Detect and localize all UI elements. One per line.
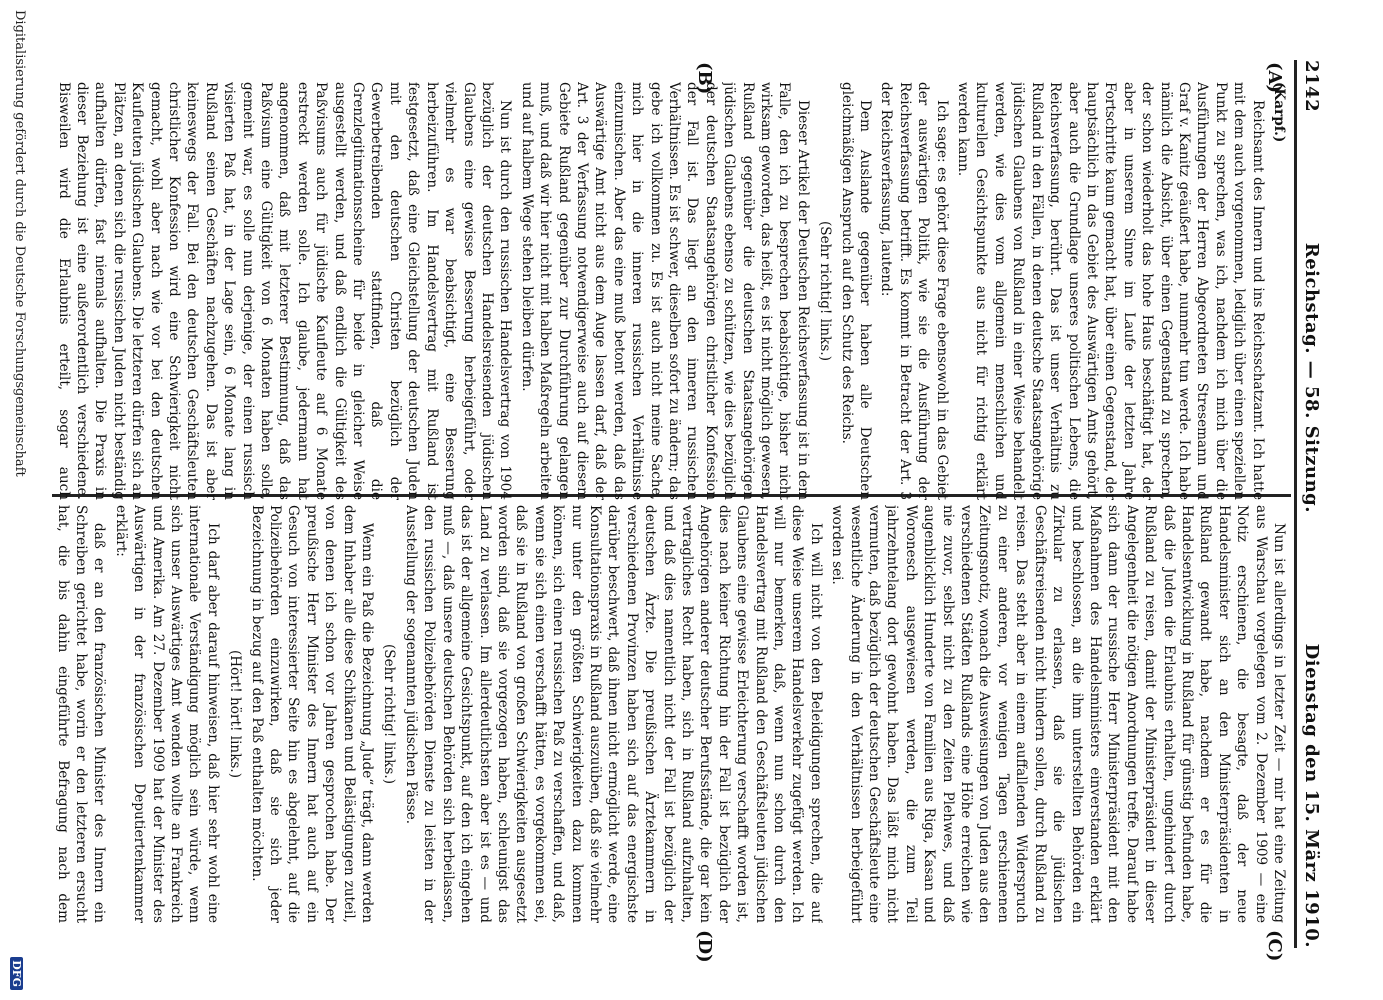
paragraph: Dieser Artikel der Deutschen Reichsverfassung ist in dem Falle, den ich zu besprechen beabsichtige, bisher nicht wirksam geworden, das heißt, es ist nicht möglich gewesen, Rußland gegenüber die deutschen Staatsangehörigen jüdischen Glaubens ebenso zu schützen, wie dies bezüglich der deutschen Staatsangehörigen christlicher Konfession der Fall ist. Das liegt an den inneren russischen Verhältnissen. Es ist schwer, dieselben sofort zu ändern; das gebe ich vollkommen zu. Es ist auch nicht meine Sache, mich hier in die inneren russischen Verhältnisse einzumischen. Aber das eine muß betont werden, daß das Auswärtige Amt nicht aus dem Auge lassen darf, daß der Art. 3 der Verfassung notwendigerweise auch auf diesem Gebiete Rußland gegenüber zur Durchführung gelangen muß, und daß wir hier nicht mit halben Maßregeln arbeiten und auf halbem Wege stehen bleiben dürfen. xyxy=(518,82,811,500)
page-title: Reichstag. — 58. Sitzung. xyxy=(1301,242,1323,514)
paragraph: daß er an den französischen Minister des Innern ein Schreiben gerichtet habe, worin er den letzteren ersucht hat, die bis dahin eingeführte Befragung nach dem xyxy=(55,505,108,923)
paragraph: Dem Auslande gegenüber haben alle Deutschen gleichmäßigen Anspruch auf den Schutz des Reichs. xyxy=(838,82,874,500)
interjection: (Sehr richtig! links.) xyxy=(817,220,834,362)
speaker-name: (Karpf.) xyxy=(1271,82,1287,143)
paragraph: Nun ist allerdings in letzter Zeit — mir hat eine Zeitung aus Warschau vorgelegen vom 2. Dezember 1909 — eine Notiz erschienen, die besagte, daß der neue Handelsminister sich an den Ministerpräsidenten in Rußland gewandt habe, nachdem er es für die Handelsentwicklung in Rußland für günstig befunden habe, daß die Juden die Erlaubnis erhalten, ungehindert durch Rußland zu reisen, damit der Ministerpräsident in dieser Angelegenheit die nötigen Anordnungen treffe. Darauf habe sich dann der russische Herr Ministerpräsident mit den Maßnahmen des Handelsministers einverstanden erklärt und beschlossen, an die ihm unterstellten Behörden ein Zirkular zu erlassen, daß sie die jüdischen Geschäftsreisenden nicht hindern sollen, durch Rußland zu reisen. Das steht aber in einem auffallenden Widerspruch zu einer anderen, vor wenigen Tagen erschienenen Zeitungsnotiz, wonach die Ausweisungen von Juden aus den verschiedenen Städten Rußlands eine Höhe erreichen wie nie zuvor, selbst nicht zu den Zeiten Plehwes, und daß augenblicklich Hunderte von Familien aus Riga, Kasan und Woronesch ausgewiesen werden, die zum Teil jahrzehntelang dort gewohnt haben. Das läßt mich nicht vermuten, daß bezüglich der deutschen Geschäftsleute eine wesentliche Änderung in den Verhältnissen herbeigeführt worden sei. xyxy=(829,505,1287,923)
digitization-note: Digitalisierung gefördert durch die Deutsche Forschungsgemeinschaft xyxy=(12,10,27,477)
header-rule xyxy=(1294,60,1297,948)
page-number: 2142 xyxy=(1301,60,1323,113)
paragraph: Wenn ein Paß die Bezeichnung „Jude“ trägt, dann werden dem Inhaber alle diese Schikanen und Belästigungen zuteil, von denen ich schon vor Jahren gesprochen habe. Der preußische Herr Minister des Innern hat auch auf ein Gesuch von interessierter Seite hin es abgelehnt, auf die Polizeibehörden einzuwirken, daß sie sich jeder Bezeichnung in bezug auf den Paß enthalten möchten. xyxy=(248,505,376,923)
left-text-column xyxy=(55,82,1288,500)
margin-marker-d: (D) xyxy=(694,930,715,963)
margin-marker-a: (A) xyxy=(1264,62,1285,93)
right-text-column xyxy=(55,505,1288,923)
margin-marker-b: (B) xyxy=(694,62,715,95)
interjection: (Sehr richtig! links.) xyxy=(381,643,398,785)
margin-marker-c: (C) xyxy=(1264,930,1285,962)
dfg-logo: DFG xyxy=(10,957,23,990)
interjection: (Hört! hört! links.) xyxy=(227,649,244,779)
page-header xyxy=(1299,60,1325,948)
page-date: Dienstag den 15. März 1910. xyxy=(1301,643,1323,948)
paragraph: Ich sage: es gehört diese Frage ebensowohl in das Gebiet der auswärtigen Politik, wie sie die Ausführung der Reichsverfassung betrifft. Es kommt in Betracht der Art. 3 der Reichsverfassung, lautend: xyxy=(878,82,950,500)
paragraph: Ich darf aber darauf hinweisen, daß hier sehr wohl eine internationale Verständigung möglich sein würde, wenn sich unser Auswärtiges Amt wenden wollte an Frankreich und Amerika. Am 27. Dezember 1909 hat der Minister des Auswärtigen in der französischen Deputiertenkammer erklärt: xyxy=(112,505,221,923)
paragraph: Ich will nicht von den Beleidigungen sprechen, die auf diese Weise unserem Handelsverkehr zugefügt werden. Ich will nur bemerken, daß, wenn nun schon durch den Handelsvertrag mit Rußland den Geschäftsleuten jüdischen Glaubens eine gewisse Erleichterung verschafft worden ist, dies nach keiner Richtung hin der Fall ist bezüglich der Angehörigen anderer deutscher Berufsstände, die gar kein vertragliches Recht haben, sich in Rußland aufzuhalten, und daß dies namentlich nicht der Fall ist bezüglich der deutschen Ärzte. Die preußischen Ärztekammern in verschiedenen Provinzen haben sich auf das energischste darüber beschwert, daß ihnen nicht ermöglicht werde, eine Konsultationspraxis in Rußland auszuüben, daß sie vielmehr nur unter den größten Schwierigkeiten dazu kommen können, sich einen russischen Paß zu verschaffen, und daß, wenn sie sich einen verschafft hätten, es vorgekommen sei, daß sie in Rußland von großen Schwierigkeiten ausgesetzt worden sind, daß sie vorgezogen haben, schleunigst das Land zu verlassen. Im allerdeutlichsten aber ist es — und das ist der allgemeine Gesichtspunkt, auf den ich eingehen muß —, daß unsere deutschen Behörden sich herbeilassen, den russischen Polizeibehörden Dienste zu leisten in der Ausstellung der sogenannten jüdischen Pässe. xyxy=(402,505,824,923)
paragraph: Nun ist durch den russischen Handelsvertrag von 1904 bezüglich der deutschen Handelsreisenden jüdischen Glaubens eine gewisse Besserung herbeigeführt, oder vielmehr es war beabsichtigt, eine Besserung herbeizuführen. Im Handelsvertrag mit Rußland ist festgesetzt, daß eine Gleichstellung der deutschen Juden mit den deutschen Christen bezüglich der Gewerbetreibenden stattfinden, daß die Grenzlegitimationsscheine für beide in gleicher Weise ausgestellt werden, und daß endlich die Gültigkeit des Paßvisums auch für jüdische Kaufleute auf 6 Monate erstreckt werden solle. Ich glaube, jedermann hat angenommen, daß mit letzterer Bestimmung, daß das Paßvisum eine Gültigkeit von 6 Monaten haben solle, gemeint war, es solle nun derjenige, der einen russisch visierten Paß hat, in der Lage sein, 6 Monate lang in Rußland seinen Geschäften nachzugehen. Das ist aber keineswegs der Fall. Bei den deutschen Geschäftsleuten christlicher Konfession wird eine Schwierigkeit nicht gemacht, wohl aber nach wie vor bei den deutschen Kaufleuten jüdischen Glaubens. Die letzteren dürfen sich an Plätzen, an denen sich die russischen Juden nicht beständig aufhalten dürfen, fast niemals aufhalten. Die Praxis in dieser Beziehung ist eine außerordentlich verschiedene. Bisweilen wird die Erlaubnis erteilt, sogar auch xyxy=(55,82,514,500)
paragraph: Reichsamt des Innern und ins Reichsschatzamt. Ich hatte mit dem auch vorgenommen, lediglich über einen speziellen Punkt zu sprechen, was ich, nachdem ich mich über die Ausführungen der Herren Abgeordneten Stresemann und Graf v. Kanitz geäußert habe, nunmehr tun werde. Ich habe nämlich die Absicht, über einen Gegenstand zu sprechen, der schon wiederholt das hohe Haus beschäftigt hat, der aber in unserem Sinne im Laufe der letzten Jahre Fortschritte kaum gemacht hat, über einen Gegenstand, der hauptsächlich in das Gebiet des Auswärtigen Amts gehört, aber auch die Grundlage unseres politischen Lebens, die Reichsverfassung, berührt. Das ist unser Verhältnis zu Rußland in den Fällen, in denen deutsche Staatsangehörige jüdischen Glaubens von Rußland in einer Weise behandelt werden, wie dies vom allgemein menschlichen und kulturellen Gesichtspunkte aus nicht für richtig erklärt werden kann. xyxy=(955,82,1266,500)
